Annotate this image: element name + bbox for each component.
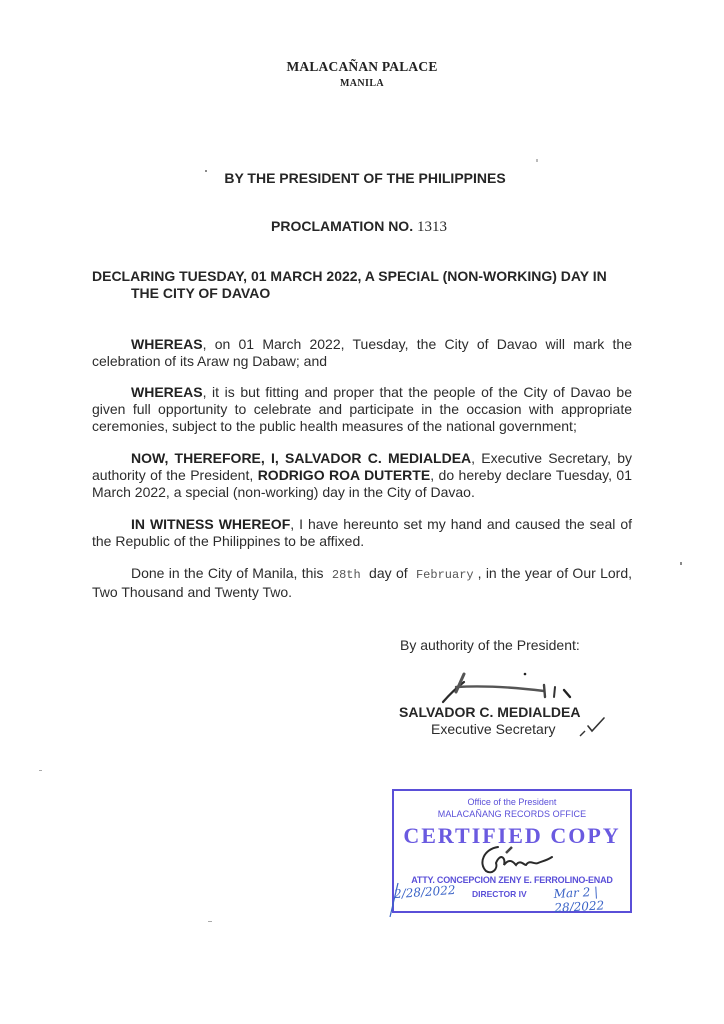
proclamation-title xyxy=(92,268,637,302)
paragraph-text: , I have hereunto set my hand and caused the seal of the Republic of the Philippines to be affixed. xyxy=(92,516,632,549)
title-line-1: DECLARING TUESDAY, 01 MARCH 2022, A SPECIAL (NON-WORKING) DAY IN xyxy=(92,268,607,284)
typed-month: February xyxy=(415,568,474,582)
witness-lead: IN WITNESS WHEREOF xyxy=(131,516,291,532)
title-line-2: THE CITY OF DAVAO xyxy=(131,285,271,301)
typed-day: 28th xyxy=(331,568,361,582)
stamp-certified-copy: CERTIFIED COPY xyxy=(403,823,621,848)
done-in-paragraph xyxy=(92,565,632,601)
handwritten-date-right: Mar 2 | 28/2022 xyxy=(553,884,605,915)
paragraph-text: , on 01 March 2022, Tuesday, the City of Davao will mark the celebration of its Araw ng Dabaw; and xyxy=(92,336,632,369)
stamp-signature-icon xyxy=(476,843,556,877)
stamp-officer-title: DIRECTOR IV xyxy=(472,889,527,899)
handwritten-signature-icon xyxy=(440,668,590,708)
signatory-position: Executive Secretary xyxy=(431,721,556,737)
signatory-name: SALVADOR C. MEDIALDEA xyxy=(399,704,581,720)
scan-speck xyxy=(536,159,538,162)
issuer-heading: BY THE PRESIDENT OF THE PHILIPPINES xyxy=(224,170,506,186)
letterhead-office: MALACAÑAN PALACE xyxy=(286,59,438,74)
stamp-officer-name: ATTY. CONCEPCION ZENY E. FERROLINO-ENAD xyxy=(411,875,613,885)
paragraph-text: , in the year of Our Lord, Two Thousand and Twenty Two. xyxy=(92,565,633,600)
proclamation-number: 1313 xyxy=(416,219,447,235)
whereas-lead: WHEREAS xyxy=(131,336,203,352)
whereas-paragraph-1 xyxy=(92,336,632,370)
whereas-lead: WHEREAS xyxy=(131,384,203,400)
president-name: RODRIGO ROA DUTERTE xyxy=(257,467,431,483)
whereas-paragraph-2 xyxy=(92,384,632,435)
proclamation-number-heading xyxy=(0,218,718,236)
authority-line: By authority of the President: xyxy=(400,637,580,653)
handwritten-date-left: 2/28/2022 xyxy=(393,882,456,902)
scan-speck xyxy=(205,170,207,172)
paragraph-text: , do hereby declare Tuesday, 01 March 2022, a special (non-working) day in the City of Davao. xyxy=(92,467,632,500)
scan-speck xyxy=(680,562,682,565)
paragraph-text: , Executive Secretary, by authority of the President, xyxy=(92,450,632,483)
handwritten-stroke-icon xyxy=(384,881,404,921)
in-witness-paragraph xyxy=(92,516,632,550)
stamp-office: Office of the President xyxy=(467,797,557,807)
paragraph-text: Done in the City of Manila, this xyxy=(131,565,324,581)
paragraph-text: day of xyxy=(369,565,408,581)
now-therefore-paragraph xyxy=(92,450,632,501)
stamp-records-office: MALACAÑANG RECORDS OFFICE xyxy=(437,809,587,819)
proclamation-label: PROCLAMATION NO. xyxy=(271,218,414,234)
paragraph-text: , it is but fitting and proper that the people of the City of Davao be given full opportunity to celebrate and participate in the occasion with appropriate ceremonies, subject to the public health measures of the national government; xyxy=(92,384,632,434)
scan-speck xyxy=(39,770,42,771)
certified-copy-stamp xyxy=(392,789,632,913)
scan-speck xyxy=(208,921,212,922)
initial-checkmark-icon xyxy=(578,712,608,740)
letterhead-city: MANILA xyxy=(339,78,385,89)
declarant-lead: NOW, THEREFORE, I, SALVADOR C. MEDIALDEA xyxy=(131,450,472,466)
